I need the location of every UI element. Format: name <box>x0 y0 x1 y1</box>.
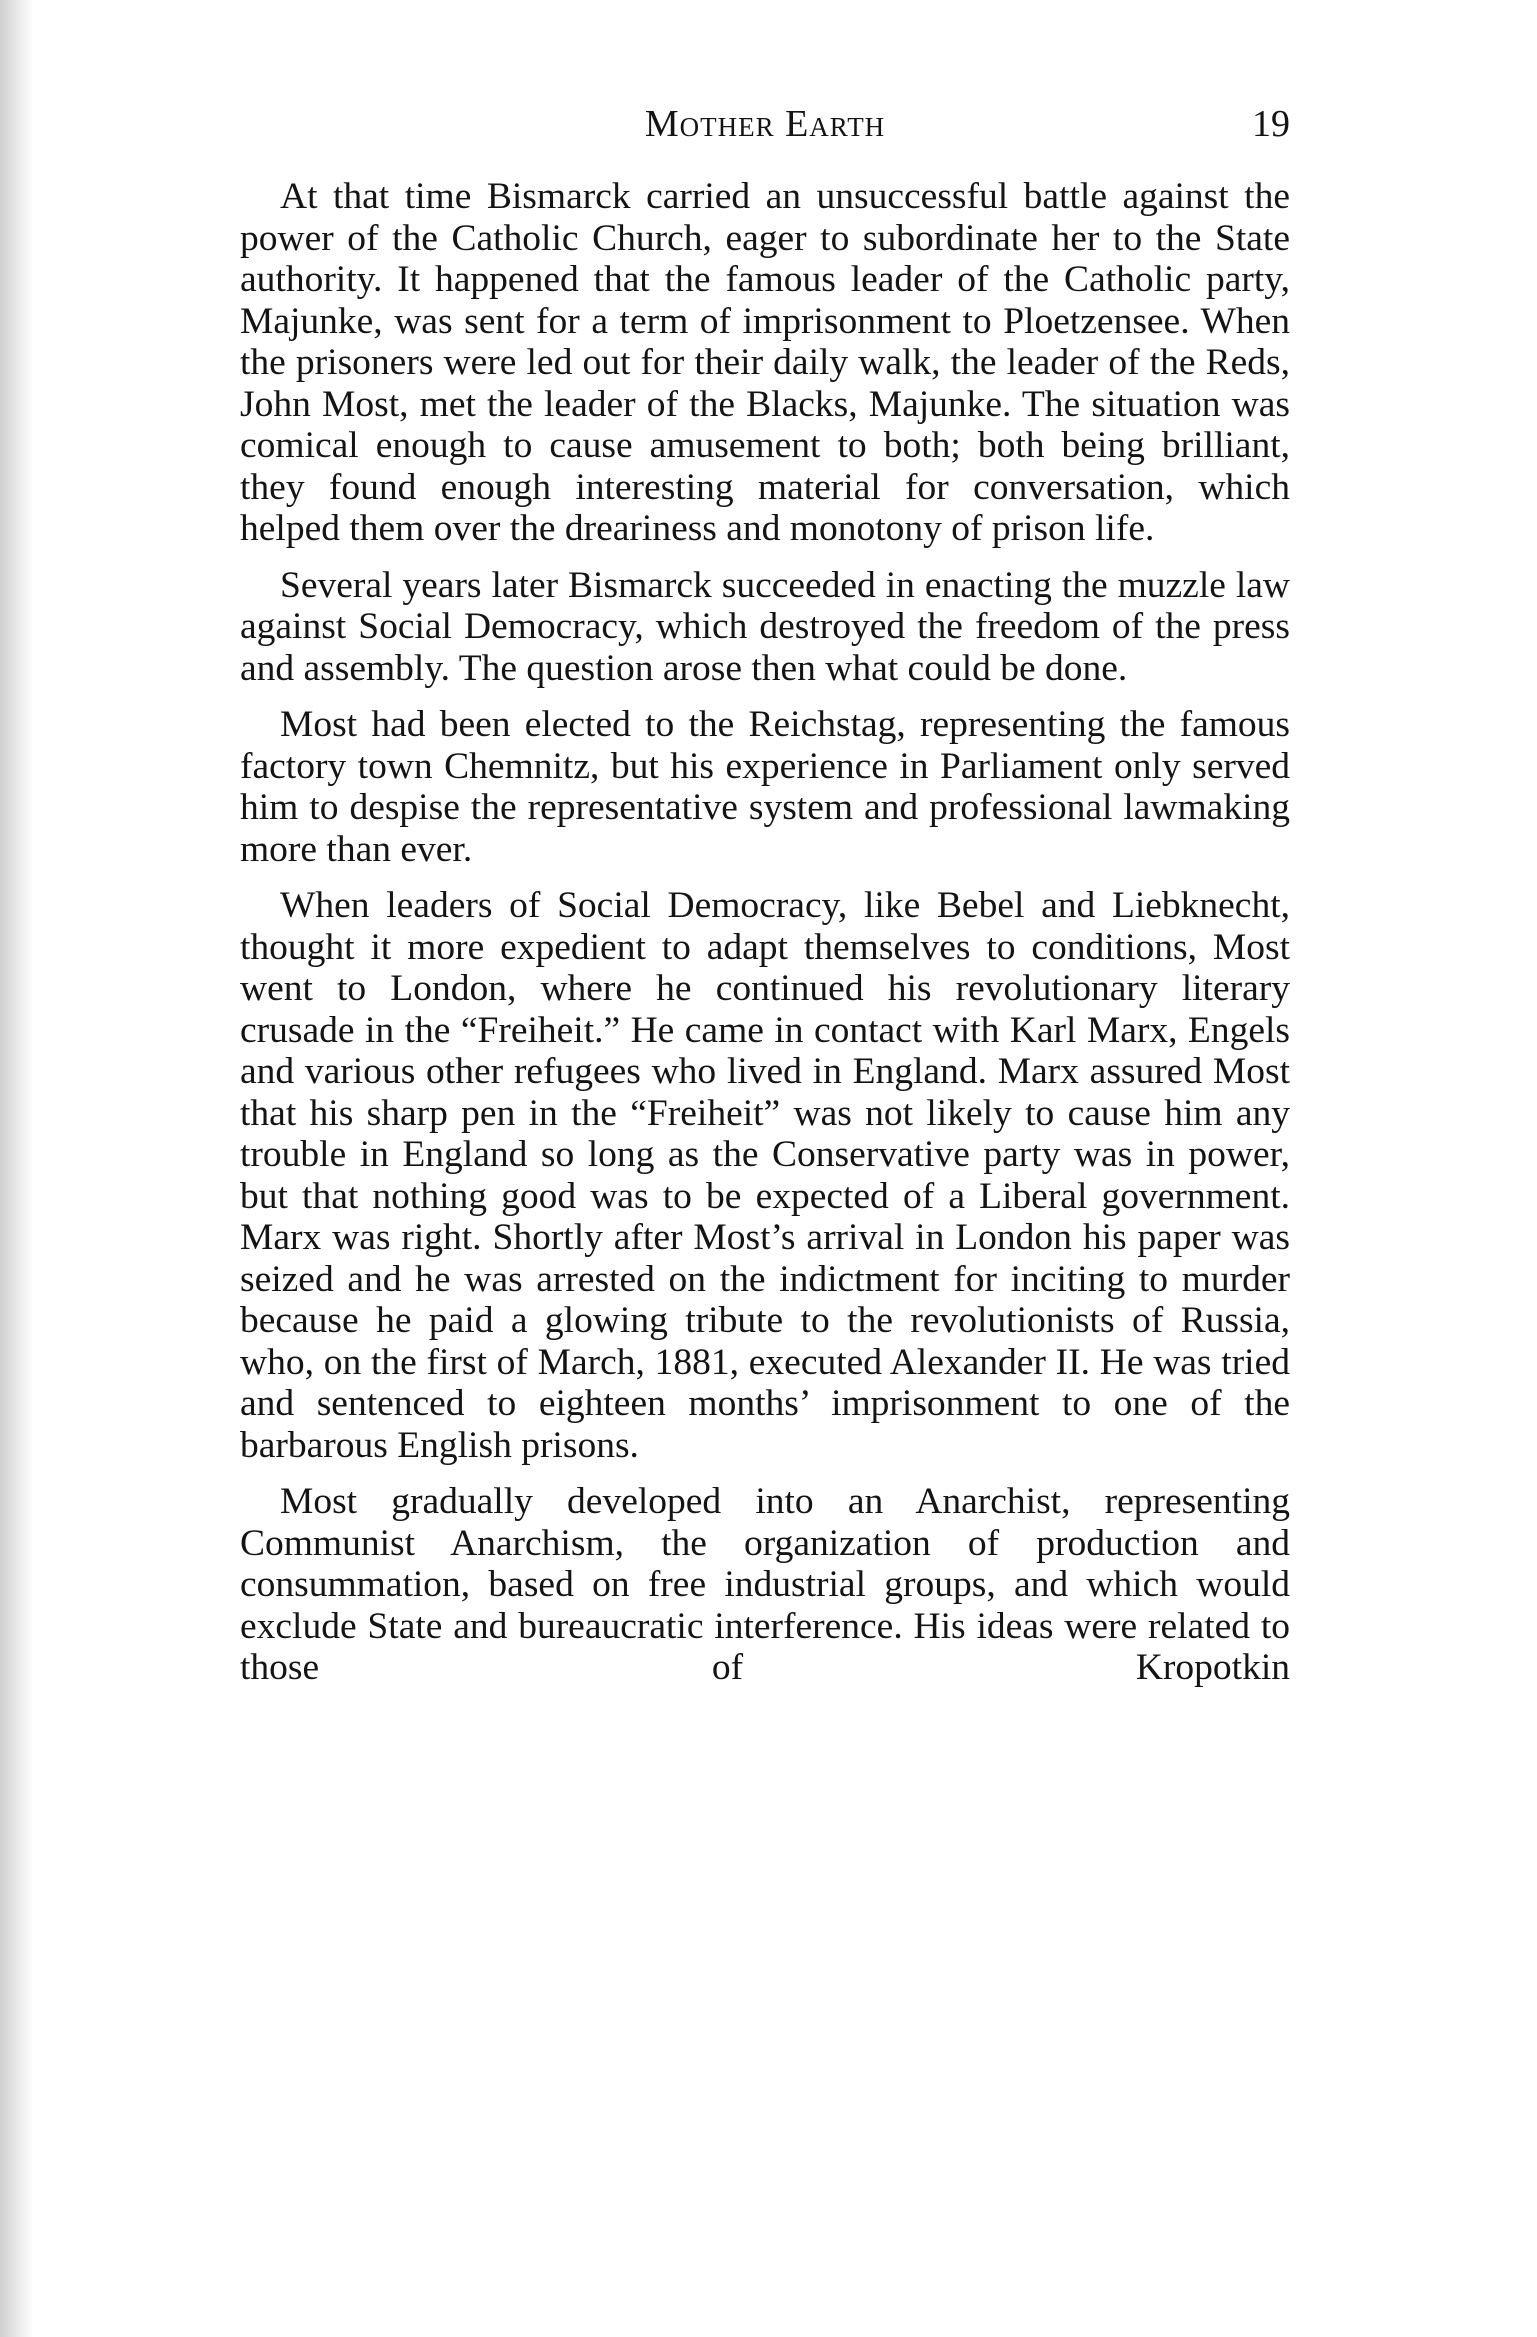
running-header <box>240 98 1290 150</box>
page-gutter-shadow <box>0 0 34 2337</box>
paragraph: Most gradually developed into an Anarchist, representing Communist Anarchism, the organization of production and consummation, based on free industrial groups, and which would exclude State and bureaucratic interference. His ideas were related to those of Kropotkin <box>240 1481 1290 1688</box>
body-text <box>240 176 1290 1704</box>
paragraph: When leaders of Social Democracy, like Bebel and Liebknecht, thought it more expedient to adapt themselves to conditions, Most went to London, where he continued his revolutionary literary crusade in the “Freiheit.” He came in contact with Karl Marx, Engels and various other refugees who lived in England. Marx assured Most that his sharp pen in the “Freiheit” was not likely to cause him any trouble in England so long as the Conservative party was in power, but that nothing good was to be expected of a Liberal government. Marx was right. Shortly after Most’s arrival in London his paper was seized and he was arrested on the indictment for inciting to murder because he paid a glowing tribute to the revolutionists of Russia, who, on the first of March, 1881, executed Alexander II. He was tried and sentenced to eighteen months’ imprisonment to one of the barbarous English prisons. <box>240 885 1290 1466</box>
paragraph: Several years later Bismarck succeeded in enacting the muzzle law against Social Democracy, which destroyed the freedom of the press and assembly. The question arose then what could be done. <box>240 564 1290 689</box>
paragraph: At that time Bismarck carried an unsuccessful battle against the power of the Catholic Church, eager to subordinate her to the State authority. It happened that the famous leader of the Catholic party, Majunke, was sent for a term of imprisonment to Ploetzensee. When the prisoners were led out for their daily walk, the leader of the Reds, John Most, met the leader of the Blacks, Majunke. The situation was comical enough to cause amusement to both; both being brilliant, they found enough interesting material for conversation, which helped them over the dreariness and monotony of prison life. <box>240 176 1290 549</box>
running-title: Mother Earth <box>644 103 886 145</box>
paragraph: Most had been elected to the Reichstag, representing the famous factory town Chemnitz, but his experience in Parliament only served him to despise the representative system and professional lawmaking more than ever. <box>240 704 1290 870</box>
page-number: 19 <box>1252 103 1290 145</box>
